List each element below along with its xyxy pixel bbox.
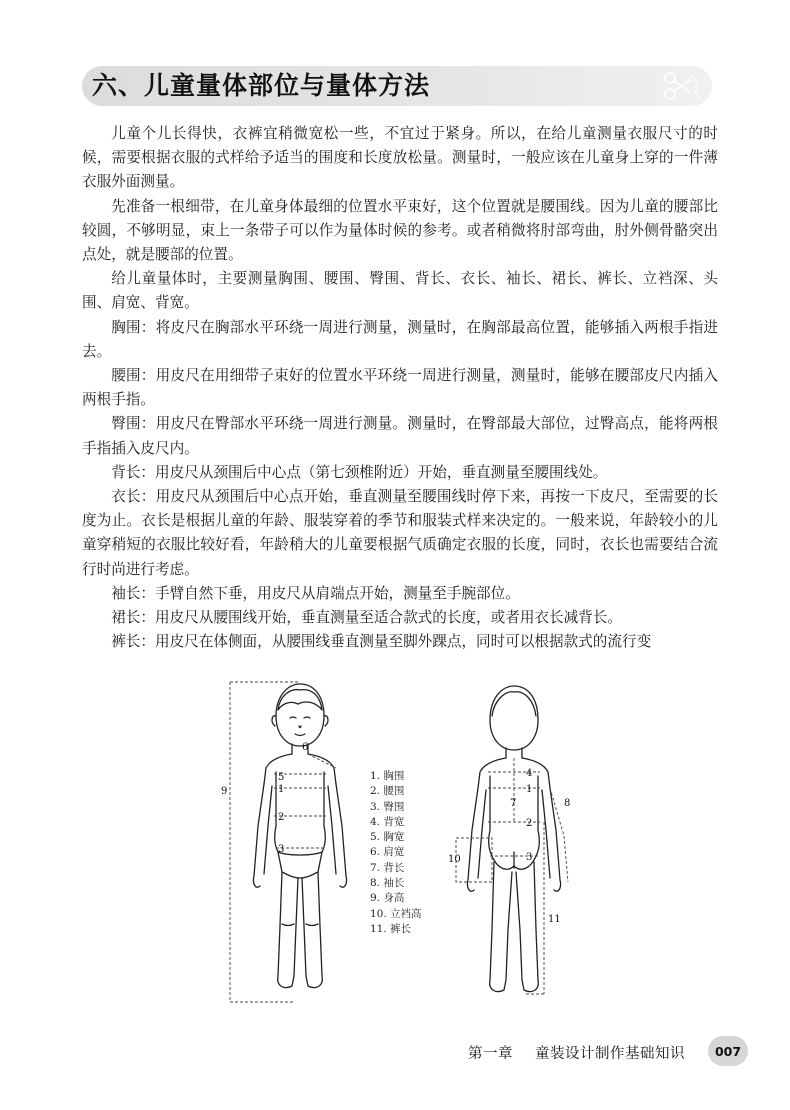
paragraph-skirt-length: 裙长：用皮尺从腰围线开始，垂直测量至适合款式的长度，或者用衣长减背长。 bbox=[111, 609, 622, 627]
front-mark-5: 5 bbox=[278, 772, 285, 783]
front-child-drawing bbox=[253, 684, 346, 988]
paragraph-back-length: 背长：用皮尺从颈围后中心点（第七颈椎附近）开始，垂直测量至腰围线处。 bbox=[111, 463, 608, 481]
chapter-footer bbox=[468, 1042, 685, 1063]
front-mark-3: 3 bbox=[278, 844, 285, 855]
legend-item: 6. 肩宽 bbox=[370, 846, 405, 859]
front-mark-6: 6 bbox=[302, 742, 309, 753]
back-mark-8: 8 bbox=[564, 798, 571, 809]
paragraph-waistline: 先准备一根细带，在儿童身体最细的位置水平束好，这个位置就是腰围线。因为儿童的腰部比较圆，不够明显，束上一条带子可以作为量体时候的参考。或者稍微将肘部弯曲，肘外侧骨骼突出点处，就是腰部的位置。 bbox=[82, 197, 718, 264]
back-mark-7: 7 bbox=[510, 798, 517, 809]
measurement-legend bbox=[370, 769, 422, 937]
paragraph-sleeve-length: 袖长：手臂自然下垂，用皮尺从肩端点开始，测量至手腕部位。 bbox=[111, 584, 520, 602]
paragraph-intro: 儿童个儿长得快，衣裤宜稍微宽松一些，不宜过于紧身。所以，在给儿童测量衣服尺寸的时候，需要根据衣服的式样给予适当的围度和长度放松量。测量时，一般应该在儿童身上穿的一件薄衣服外面测量。 bbox=[82, 125, 718, 191]
legend-item: 7. 背长 bbox=[370, 861, 405, 874]
back-mark-4: 4 bbox=[526, 768, 533, 779]
legend-item: 8. 袖长 bbox=[370, 877, 405, 890]
legend-item: 11. 裤长 bbox=[370, 922, 412, 935]
front-mark-2: 2 bbox=[278, 812, 285, 823]
legend-item: 5. 胸宽 bbox=[370, 831, 405, 844]
front-mark-1: 1 bbox=[278, 784, 285, 795]
back-mark-1: 1 bbox=[526, 784, 533, 795]
legend-item: 4. 背宽 bbox=[370, 815, 405, 828]
legend-item: 1. 胸围 bbox=[370, 770, 405, 782]
chapter-title: 童装设计制作基础知识 bbox=[535, 1046, 685, 1062]
back-mark-3: 3 bbox=[526, 852, 533, 863]
back-mark-11: 11 bbox=[548, 914, 561, 925]
body-text bbox=[82, 122, 718, 654]
back-mark-10: 10 bbox=[448, 854, 461, 865]
paragraph-pants-length: 裤长：用皮尺在体侧面，从腰围线垂直测量至脚外踝点，同时可以根据款式的流行变 bbox=[111, 633, 652, 651]
legend-item: 3. 臀围 bbox=[370, 800, 405, 813]
section-title: 六、儿童量体部位与量体方法 bbox=[92, 71, 431, 100]
scissors-icon bbox=[660, 68, 706, 104]
paragraph-hip: 臀围：用皮尺在臀部水平环绕一周进行测量。测量时，在臀部最大部位，过臀高点，能将两根手指插入皮尺内。 bbox=[82, 415, 718, 457]
paragraph-measurements: 给儿童量体时，主要测量胸围、腰围、臀围、背长、衣长、袖长、裙长、裤长、立裆深、头围、肩宽、背宽。 bbox=[82, 270, 718, 312]
paragraph-waist: 腰围：用皮尺在用细带子束好的位置水平环绕一周进行测量，测量时，能够在腰部皮尺内插入两根手指。 bbox=[82, 367, 718, 409]
chapter-number: 第一章 bbox=[468, 1046, 513, 1062]
paragraph-chest: 胸围：将皮尺在胸部水平环绕一周进行测量，测量时，在胸部最高位置，能够插入两根手指进去。 bbox=[82, 318, 718, 360]
back-mark-2: 2 bbox=[526, 818, 533, 829]
paragraph-garment-length: 衣长：用皮尺从颈围后中心点开始，垂直测量至腰围线时停下来，再按一下皮尺，至需要的长度为止。衣长是根据儿童的年龄、服装穿着的季节和服装式样来决定的。一般来说，年龄较小的儿童穿稍短的衣服比较好看，年龄稍大的儿童要根据气质确定衣服的长度，同时，衣长也需要结合流行时尚进行考虑。 bbox=[82, 488, 718, 578]
page-number: 007 bbox=[708, 1036, 748, 1066]
legend-item: 10. 立裆高 bbox=[370, 907, 422, 920]
legend-item: 2. 腰围 bbox=[370, 785, 405, 798]
front-mark-9: 9 bbox=[221, 786, 228, 797]
legend-item: 9. 身高 bbox=[370, 892, 405, 905]
back-child-drawing bbox=[467, 686, 560, 992]
